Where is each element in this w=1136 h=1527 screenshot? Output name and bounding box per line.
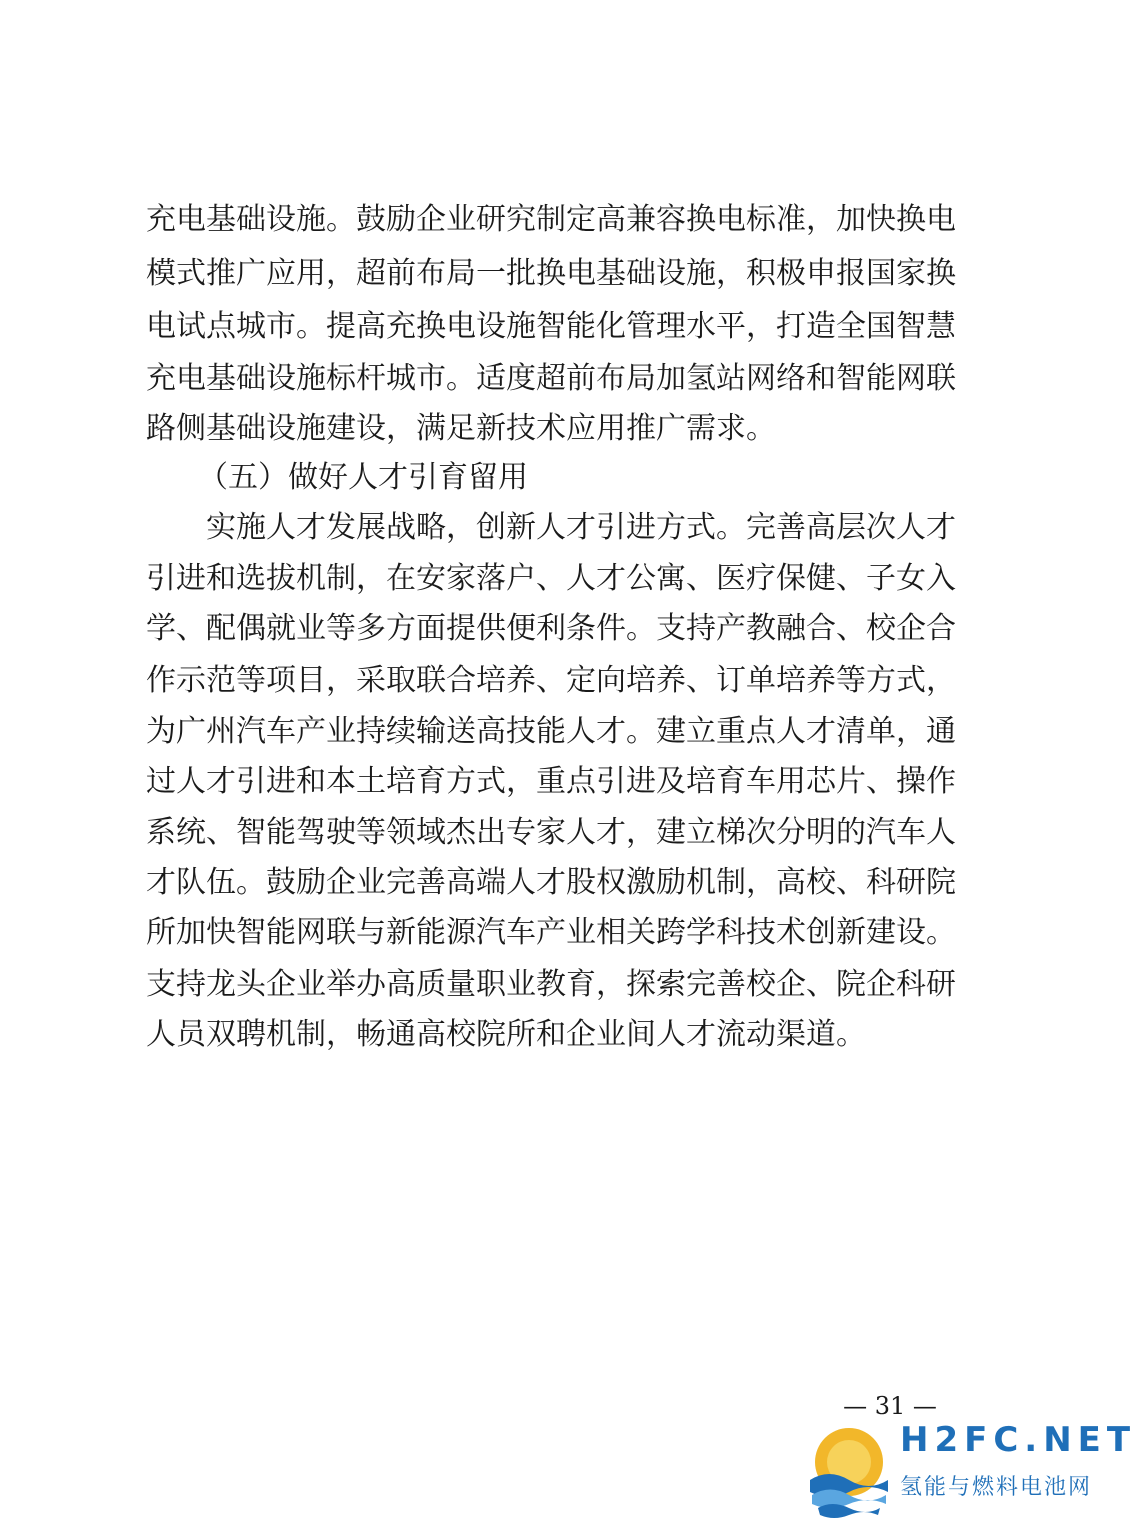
paragraph-2-line: 所加快智能网联与新能源汽车产业相关跨学科技术创新建设。 [146, 915, 956, 950]
paragraph-2-line: 为广州汽车产业持续输送高技能人才。建立重点人才清单，通 [146, 714, 956, 749]
paragraph-2-line: 作示范等项目，采取联合培养、定向培养、订单培养等方式， [146, 663, 956, 698]
sun-over-waves-icon [802, 1420, 897, 1520]
paragraph-2-line: 支持龙头企业举办高质量职业教育，探索完善校企、院企科研 [146, 967, 956, 1002]
paragraph-1-line: 充电基础设施标杆城市。适度超前布局加氢站网络和智能网联 [146, 361, 956, 396]
paragraph-2-line: 过人才引进和本土培育方式，重点引进及培育车用芯片、操作 [146, 764, 956, 799]
watermark-subtitle: 氢能与燃料电池网 [900, 1475, 1093, 1500]
logo-wave [818, 1504, 880, 1518]
paragraph-2-line: 实施人才发展战略，创新人才引进方式。完善高层次人才 [206, 510, 956, 545]
paragraph-2-line: 人员双聘机制，畅通高校院所和企业间人才流动渠道。 [146, 1017, 866, 1052]
paragraph-2-line: 才队伍。鼓励企业完善高端人才股权激励机制，高校、科研院 [146, 865, 956, 900]
watermark [800, 1410, 1136, 1527]
paragraph-1-line: 路侧基础设施建设，满足新技术应用推广需求。 [146, 411, 776, 446]
paragraph-2-line: 学、配偶就业等多方面提供便利条件。支持产教融合、校企合 [146, 611, 956, 646]
paragraph-2-line: 系统、智能驾驶等领域杰出专家人才，建立梯次分明的汽车人 [146, 815, 956, 850]
watermark-brand: H2FC.NET [900, 1420, 1136, 1460]
paragraph-1-line: 模式推广应用，超前布局一批换电基础设施，积极申报国家换 [146, 256, 956, 291]
paragraph-2-line: 引进和选拔机制，在安家落户、人才公寓、医疗保健、子女入 [146, 561, 956, 596]
page-number: — 31 — [843, 1392, 937, 1420]
section-heading: （五）做好人才引育留用 [198, 460, 528, 495]
paragraph-1-line: 充电基础设施。鼓励企业研究制定高兼容换电标准，加快换电 [146, 202, 956, 237]
paragraph-1-line: 电试点城市。提高充换电设施智能化管理水平，打造全国智慧 [146, 309, 956, 344]
